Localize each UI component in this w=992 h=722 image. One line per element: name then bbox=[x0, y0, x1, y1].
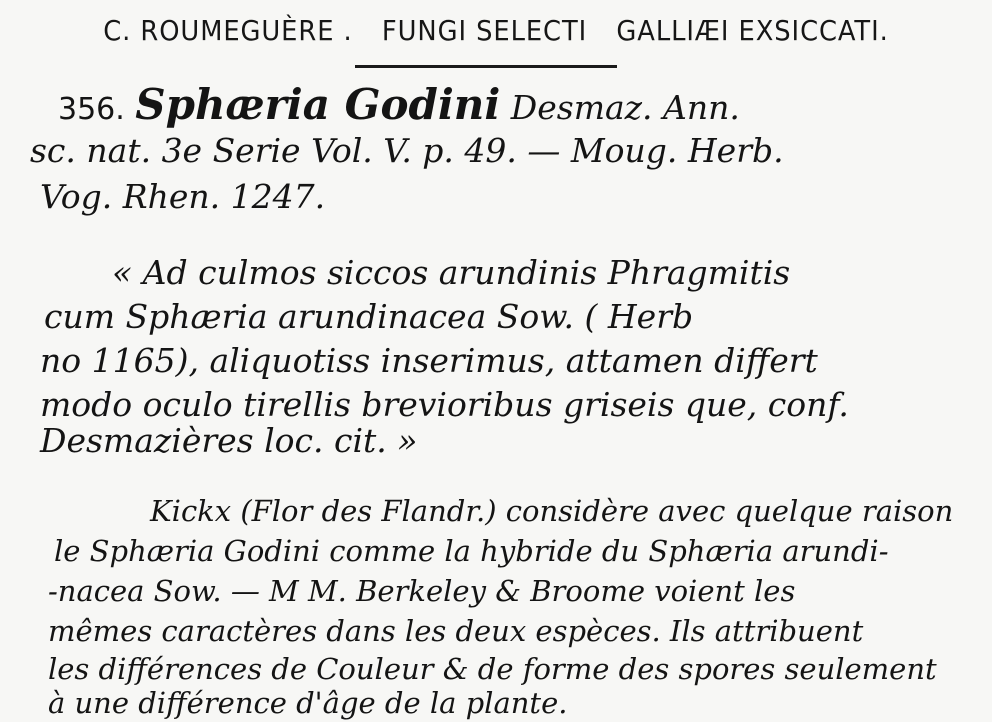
quote-line: no 1165), aliquotiss inserimus, attamen differt bbox=[40, 341, 818, 380]
note-line: Kickx (Flor des Flandr.) considère avec quelque raison bbox=[150, 494, 954, 528]
citation-line-2: sc. nat. 3e Serie Vol. V. p. 49. — Moug. Herb. bbox=[30, 131, 784, 170]
quote-line: « Ad culmos siccos arundinis Phragmitis bbox=[112, 253, 791, 292]
note-line: les différences de Couleur & de forme des spores seulement bbox=[48, 652, 937, 686]
citation-line-3: Vog. Rhen. 1247. bbox=[40, 177, 326, 216]
quote-line: cum Sphæria arundinacea Sow. ( Herb bbox=[44, 297, 694, 336]
collector-name: C. ROUMEGUÈRE . bbox=[103, 14, 353, 47]
note-line: à une différence d'âge de la plante. bbox=[48, 686, 568, 720]
entry-heading-line bbox=[58, 80, 740, 131]
title-underline bbox=[355, 65, 617, 68]
species-authority: Desmaz. Ann. bbox=[510, 88, 740, 127]
entry-number: 356. bbox=[58, 92, 125, 127]
species-name: Sphæria Godini bbox=[135, 80, 501, 129]
quote-line: Desmazières loc. cit. » bbox=[40, 421, 418, 460]
quote-line: modo oculo tirellis brevioribus griseis que, conf. bbox=[40, 385, 849, 424]
note-line: mêmes caractères dans les deux espèces. Ils attribuent bbox=[48, 614, 864, 648]
note-line: le Sphæria Godini comme la hybride du Sphæria arundi- bbox=[54, 534, 889, 568]
page-header bbox=[40, 14, 953, 47]
series-region: GALLIÆI EXSICCATI. bbox=[616, 14, 889, 47]
note-line: -nacea Sow. — M M. Berkeley & Broome voient les bbox=[48, 574, 796, 608]
series-title: FUNGI SELECTI bbox=[381, 14, 588, 47]
